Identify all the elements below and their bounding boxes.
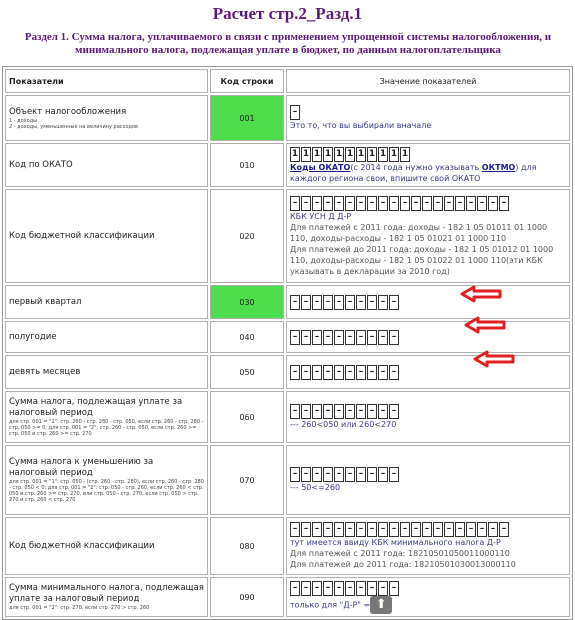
value-box[interactable]: –: [301, 581, 311, 596]
indicator-cell: [5, 321, 208, 353]
indicator-name: Объект налогообложения: [9, 106, 127, 117]
value-note: Для платежей до 2011 года: 18210501030013000110: [290, 560, 516, 569]
value-box[interactable]: –: [411, 196, 421, 211]
value-box[interactable]: –: [345, 467, 355, 482]
indicator-formula: для стр. 001 = "2": стр. 270, если стр. 270 > стр. 260: [9, 605, 150, 611]
value-box[interactable]: –: [389, 581, 399, 596]
value-box[interactable]: 1: [301, 147, 311, 162]
value-box[interactable]: –: [312, 365, 322, 380]
left-arrow-icon: [464, 316, 506, 334]
indicator-cell: [5, 355, 208, 389]
indicator-formula: для стр. 001 = "1": стр. 050 - (стр. 260 - стр. 280), если стр. 260 - стр. 280 - стр. 050 < 0; для стр. 001 = "2": стр. 050 - стр. 260, если стр. 260 < стр. 050 и стр. 260 >= стр. 270, или стр. 050 - стр. 270, если стр. 050 > стр. 270 и стр. 260 < стр. 270: [9, 479, 204, 503]
header-line-code: Код строки: [210, 69, 284, 93]
value-box[interactable]: 1: [323, 147, 333, 162]
value-box[interactable]: –: [378, 522, 388, 537]
value-box[interactable]: –: [378, 196, 388, 211]
value-box[interactable]: –: [312, 295, 322, 310]
value-box[interactable]: –: [323, 522, 333, 537]
value-box[interactable]: –: [389, 295, 399, 310]
value-box[interactable]: –: [290, 581, 300, 596]
value-box[interactable]: –: [323, 196, 333, 211]
value-cell: [286, 577, 570, 617]
value-box[interactable]: –: [356, 522, 366, 537]
indicator-formula: 1 - доходы 2 - доходы, уменьшенные на величину расходов: [9, 117, 138, 130]
value-box[interactable]: –: [290, 522, 300, 537]
table-row: [5, 95, 570, 141]
value-box[interactable]: –: [367, 330, 377, 345]
oktmo-link[interactable]: ОКТМО: [481, 162, 516, 172]
value-box[interactable]: –: [367, 404, 377, 419]
value-box[interactable]: –: [356, 581, 366, 596]
value-box[interactable]: 1: [356, 147, 366, 162]
header-values: Значение показателей: [286, 69, 570, 93]
value-box[interactable]: 1: [334, 147, 344, 162]
value-box[interactable]: –: [312, 196, 322, 211]
indicator-name: девять месяцев: [9, 366, 81, 377]
line-code: 020: [210, 189, 284, 283]
value-box[interactable]: –: [290, 196, 300, 211]
value-box[interactable]: 1: [312, 147, 322, 162]
value-box[interactable]: –: [323, 295, 333, 310]
indicator-name: Код бюджетной классификации: [9, 540, 155, 551]
value-box[interactable]: –: [356, 365, 366, 380]
indicator-name: Сумма налога, подлежащая уплате за налоговый период: [9, 397, 183, 418]
value-note: --- 50<=260: [290, 483, 341, 492]
value-box[interactable]: –: [378, 581, 388, 596]
line-code: 010: [210, 143, 284, 187]
value-boxes[interactable]: [290, 522, 566, 537]
value-box[interactable]: –: [290, 404, 300, 419]
value-note: только для "Д-Р" = ⬆: [290, 596, 566, 614]
value-box[interactable]: –: [367, 295, 377, 310]
value-box[interactable]: –: [334, 330, 344, 345]
value-boxes[interactable]: [290, 196, 566, 211]
value-box[interactable]: –: [378, 404, 388, 419]
value-box[interactable]: –: [345, 196, 355, 211]
value-box[interactable]: –: [356, 467, 366, 482]
value-box[interactable]: –: [466, 196, 476, 211]
table-row: [5, 189, 570, 283]
value-boxes[interactable]: [290, 295, 566, 310]
value-box[interactable]: –: [367, 365, 377, 380]
value-cell: [286, 391, 570, 443]
okato-note-tail: ) для каждого региона свои, впишите свой ОКАТО: [290, 162, 537, 183]
value-cell: [286, 355, 570, 389]
value-box[interactable]: –: [499, 196, 509, 211]
value-box[interactable]: –: [301, 330, 311, 345]
indicator-name: Сумма минимального налога, подлежащая уплате за налоговый период: [9, 583, 204, 604]
page-title: Расчет стр.2_Разд.1: [212, 4, 363, 23]
value-note: Для платежей с 2011 года: доходы - 182 1 05 01011 01 1000 110, доходы-расходы - 182 1 05 01021 01 1000 110: [290, 222, 548, 243]
indicator-cell: [5, 517, 208, 575]
indicator-formula: для стр. 001 = "1": стр. 260 - стр. 280 - стр. 050, если стр. 260 - стр. 280 - стр. 050 >= 0; для стр. 001 = "2": стр. 260 - стр. 050, если стр. 260 >= стр. 050 и стр. 260 >= стр. 270: [9, 419, 204, 437]
value-box[interactable]: –: [290, 105, 300, 120]
line-code: 030: [210, 285, 284, 319]
value-box[interactable]: –: [400, 196, 410, 211]
header-indicators: Показатели: [5, 69, 208, 93]
value-box[interactable]: 1: [367, 147, 377, 162]
value-box[interactable]: –: [400, 522, 410, 537]
value-box[interactable]: –: [356, 330, 366, 345]
value-box[interactable]: 1: [345, 147, 355, 162]
value-box[interactable]: –: [378, 365, 388, 380]
value-box[interactable]: –: [367, 581, 377, 596]
value-box[interactable]: –: [323, 330, 333, 345]
value-box[interactable]: –: [389, 522, 399, 537]
value-box[interactable]: –: [378, 295, 388, 310]
value-box[interactable]: –: [301, 522, 311, 537]
value-box[interactable]: –: [323, 365, 333, 380]
table-row: [5, 445, 570, 515]
value-box[interactable]: –: [334, 196, 344, 211]
value-box[interactable]: –: [334, 295, 344, 310]
value-box[interactable]: 1: [378, 147, 388, 162]
value-box[interactable]: –: [323, 404, 333, 419]
value-box[interactable]: –: [389, 365, 399, 380]
value-box[interactable]: –: [444, 196, 454, 211]
value-box[interactable]: –: [345, 295, 355, 310]
value-box[interactable]: –: [378, 330, 388, 345]
value-box[interactable]: –: [422, 522, 432, 537]
indicator-name: Код по ОКАТО: [9, 159, 73, 170]
line-code: 080: [210, 517, 284, 575]
value-box[interactable]: –: [290, 330, 300, 345]
value-box[interactable]: –: [378, 467, 388, 482]
table-row: [5, 391, 570, 443]
value-box[interactable]: –: [389, 404, 399, 419]
line-code: 070: [210, 445, 284, 515]
value-box[interactable]: –: [334, 404, 344, 419]
value-box[interactable]: –: [301, 404, 311, 419]
value-cell: [286, 321, 570, 353]
value-box[interactable]: –: [312, 467, 322, 482]
scroll-up-icon[interactable]: ⬆: [370, 596, 392, 614]
value-cell: [286, 285, 570, 319]
value-box[interactable]: –: [455, 522, 465, 537]
okato-note-text: (с 2014 года нужно указывать: [350, 162, 482, 172]
value-boxes[interactable]: [290, 147, 566, 162]
value-box[interactable]: 1: [389, 147, 399, 162]
value-box[interactable]: –: [323, 467, 333, 482]
indicator-cell: [5, 391, 208, 443]
value-box[interactable]: –: [323, 581, 333, 596]
value-boxes[interactable]: [290, 581, 566, 596]
value-boxes[interactable]: [290, 365, 566, 380]
value-box[interactable]: 1: [290, 147, 300, 162]
value-cell: [286, 189, 570, 283]
line-code: 060: [210, 391, 284, 443]
value-box[interactable]: –: [499, 522, 509, 537]
value-box[interactable]: –: [444, 522, 454, 537]
value-note: КБК УСН Д Д-Р: [290, 211, 352, 221]
value-box[interactable]: –: [334, 522, 344, 537]
value-box[interactable]: –: [477, 196, 487, 211]
value-box[interactable]: –: [422, 196, 432, 211]
value-box[interactable]: –: [301, 196, 311, 211]
value-box[interactable]: –: [345, 365, 355, 380]
value-box[interactable]: –: [477, 522, 487, 537]
value-box[interactable]: –: [301, 467, 311, 482]
value-box[interactable]: –: [433, 196, 443, 211]
left-arrow-icon: [473, 350, 515, 368]
value-box[interactable]: –: [488, 522, 498, 537]
left-arrow-icon: [460, 285, 502, 303]
value-box[interactable]: –: [356, 404, 366, 419]
okato-link[interactable]: Коды ОКАТО: [290, 162, 351, 172]
value-note: тут имеется ввиду КБК минимального налога Д-Р: [290, 538, 501, 547]
indicator-cell: [5, 189, 208, 283]
line-code: 090: [210, 577, 284, 617]
value-box[interactable]: –: [312, 522, 322, 537]
value-cell: [286, 95, 570, 141]
value-note: --- 260<050 или 260<270: [290, 420, 397, 429]
value-box[interactable]: –: [334, 365, 344, 380]
value-box[interactable]: –: [356, 196, 366, 211]
indicator-name: Код бюджетной классификации: [9, 230, 155, 241]
indicator-cell: [5, 285, 208, 319]
value-cell: [286, 517, 570, 575]
value-box[interactable]: –: [290, 467, 300, 482]
line-code: 001: [210, 95, 284, 141]
value-box[interactable]: –: [345, 404, 355, 419]
indicator-name: полугодие: [9, 331, 57, 342]
value-box[interactable]: –: [389, 330, 399, 345]
value-box[interactable]: –: [290, 365, 300, 380]
indicator-cell: [5, 577, 208, 617]
value-box[interactable]: –: [312, 404, 322, 419]
value-box[interactable]: –: [367, 522, 377, 537]
table-row: [5, 143, 570, 187]
value-box[interactable]: –: [356, 295, 366, 310]
value-boxes[interactable]: [290, 404, 566, 419]
value-box[interactable]: –: [433, 522, 443, 537]
value-box[interactable]: –: [367, 467, 377, 482]
table-row: [5, 577, 570, 617]
value-box[interactable]: –: [367, 196, 377, 211]
value-box[interactable]: –: [345, 581, 355, 596]
value-cell: [286, 143, 570, 187]
line-code: 040: [210, 321, 284, 353]
value-box[interactable]: –: [411, 522, 421, 537]
value-boxes[interactable]: [290, 467, 566, 482]
value-box[interactable]: –: [389, 196, 399, 211]
value-box[interactable]: –: [345, 522, 355, 537]
indicator-name: Сумма налога к уменьшению за налоговый период: [9, 457, 154, 478]
section-subtitle: Раздел 1. Сумма налога, уплачиваемого в связи с применением упрощенной системы налогообложения, и минимального налога, подлежащая уплате в бюджет, по данным налогоплательщика: [24, 31, 552, 56]
indicator-name: первый квартал: [9, 296, 82, 307]
value-box[interactable]: –: [466, 522, 476, 537]
okato-note: [290, 162, 566, 184]
value-note: Для платежей до 2011 года: доходы - 182 1 05 01012 01 1000 110, доходы-расходы - 182 1 05 01022 01 1000 110(эти КБК указывать в декларации за 2010 год): [290, 244, 554, 276]
value-box[interactable]: –: [345, 330, 355, 345]
table-row: [5, 517, 570, 575]
indicator-cell: [5, 143, 208, 187]
value-cell: [286, 445, 570, 515]
value-box[interactable]: –: [312, 581, 322, 596]
value-note: Это то, что вы выбирали вначале: [290, 121, 432, 130]
indicator-cell: [5, 445, 208, 515]
value-box[interactable]: –: [455, 196, 465, 211]
value-note: Для платежей с 2011 года: 18210501050011000110: [290, 549, 510, 558]
value-box[interactable]: –: [389, 467, 399, 482]
value-boxes[interactable]: [290, 105, 566, 120]
value-boxes[interactable]: [290, 330, 566, 345]
indicator-cell: [5, 95, 208, 141]
value-box[interactable]: –: [301, 295, 311, 310]
value-box[interactable]: –: [334, 467, 344, 482]
value-box[interactable]: –: [334, 581, 344, 596]
line-code: 050: [210, 355, 284, 389]
value-box[interactable]: –: [488, 196, 498, 211]
declaration-table: [2, 66, 573, 620]
value-box[interactable]: –: [290, 295, 300, 310]
value-box[interactable]: –: [301, 365, 311, 380]
value-box[interactable]: –: [312, 330, 322, 345]
value-box[interactable]: 1: [400, 147, 410, 162]
